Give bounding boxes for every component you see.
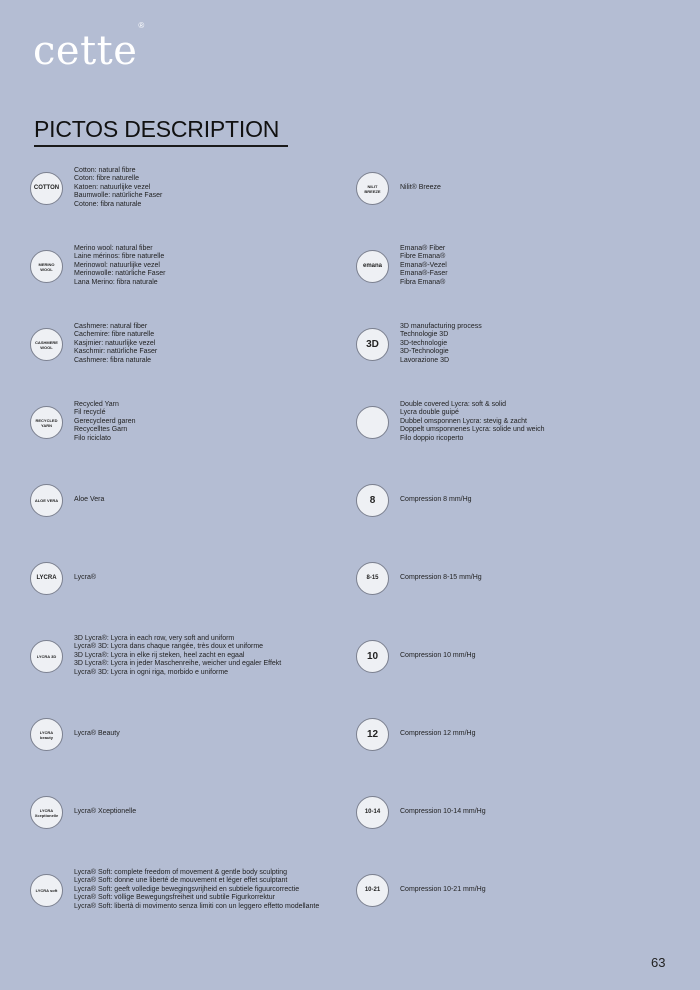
picto-badge-label: ALOE VERA xyxy=(34,498,59,503)
description-line: Lycra® 3D: Lycra dans chaque rangée, très doux et uniforme xyxy=(74,643,264,651)
picto-description xyxy=(400,808,486,817)
picto-description xyxy=(74,167,162,210)
cotton-icon xyxy=(30,172,63,205)
description-line: Recycled Yarn xyxy=(74,400,119,408)
compression-8-15-icon xyxy=(356,562,389,595)
picto-entry xyxy=(356,150,676,228)
description-line: Compression 10-14 mm/Hg xyxy=(400,807,486,815)
picto-badge-label: 8 xyxy=(369,495,376,506)
description-line: Lycra® Beauty xyxy=(74,729,120,737)
picto-badge-label: emana xyxy=(362,263,382,269)
page-number: 63 xyxy=(651,955,666,970)
picto-description xyxy=(74,401,135,444)
picto-badge-label: LYCRA 3D xyxy=(36,654,57,659)
picto-badge-label: 10 xyxy=(366,651,379,662)
picto-entry xyxy=(356,774,676,852)
emana-icon xyxy=(356,250,389,283)
picto-entry xyxy=(30,384,350,462)
picto-entry xyxy=(30,462,350,540)
picto-description xyxy=(74,496,104,505)
picto-description xyxy=(74,808,136,817)
picto-badge-label: RECYCLED YARN xyxy=(35,417,58,428)
description-line: Merinowolle: natürliche Faser xyxy=(74,270,166,278)
picto-entry xyxy=(30,540,350,618)
picto-badge-label: 10-21 xyxy=(364,887,381,893)
compression-10-14-icon xyxy=(356,796,389,829)
picto-description xyxy=(400,245,448,288)
picto-badge-label: COTTON xyxy=(33,185,60,191)
description-line: Filo doppio ricoperto xyxy=(400,434,464,442)
lycra-beauty-icon xyxy=(30,718,63,751)
description-line: Lycra double guipé xyxy=(400,409,459,417)
description-line: Baumwolle: natürliche Faser xyxy=(74,192,163,200)
picto-entry xyxy=(356,384,676,462)
description-line: Compression 8-15 mm/Hg xyxy=(400,573,482,581)
lycra-xceptionelle-icon xyxy=(30,796,63,829)
description-line: Double covered Lycra: soft & solid xyxy=(400,400,506,408)
description-line: Doppelt umsponnenes Lycra: solide und weich xyxy=(400,426,545,434)
recycled-yarn-icon xyxy=(30,406,63,439)
description-line: Lycra® Soft: völlige Bewegungsfreiheit und subtile Figurkorrektur xyxy=(74,894,275,902)
double-covered-icon xyxy=(356,406,389,439)
description-line: Emana®-Faser xyxy=(400,270,448,278)
nilit-breeze-icon xyxy=(356,172,389,205)
three-d-icon xyxy=(356,328,389,361)
description-line: 3D Lycra®: Lycra in jeder Maschenreihe, weicher und egaler Effekt xyxy=(74,660,282,668)
description-line: Lycra® 3D: Lycra in ogni riga, morbido e uniforme xyxy=(74,668,229,676)
picto-description xyxy=(400,496,472,505)
description-line: Technologie 3D xyxy=(400,331,449,339)
description-line: Gerecycleerd garen xyxy=(74,417,136,425)
description-line: Merinowol: natuurlijke vezel xyxy=(74,261,160,269)
description-line: Laine mérinos: fibre naturelle xyxy=(74,253,165,261)
description-line: Katoen: natuurlijke vezel xyxy=(74,183,151,191)
description-line: Emana®-Vezel xyxy=(400,261,447,269)
picto-badge-label: 10-14 xyxy=(364,809,381,815)
picto-entry xyxy=(356,852,676,930)
description-line: 3D Lycra®: Lycra in each row, very soft and uniform xyxy=(74,634,235,642)
picto-entry xyxy=(356,696,676,774)
description-line: Compression 10-21 mm/Hg xyxy=(400,885,486,893)
picto-description xyxy=(74,869,319,912)
picto-entry xyxy=(30,150,350,228)
compression-12-icon xyxy=(356,718,389,751)
picto-description xyxy=(400,401,545,444)
compression-10-icon xyxy=(356,640,389,673)
description-line: Lycra® Soft: complete freedom of movement & gentle body sculpting xyxy=(74,868,288,876)
picto-badge-label: NILIT BREEZE xyxy=(364,183,381,194)
description-line: Fil recyclé xyxy=(74,409,106,417)
description-line: Lavorazione 3D xyxy=(400,356,450,364)
description-line: Fibre Emana® xyxy=(400,253,446,261)
description-line: Compression 8 mm/Hg xyxy=(400,495,472,503)
description-line: Fibra Emana® xyxy=(400,278,446,286)
picto-description xyxy=(74,245,165,288)
picto-entry xyxy=(30,306,350,384)
picto-description xyxy=(400,574,482,583)
description-line: Lana Merino: fibra naturale xyxy=(74,278,158,286)
picto-description xyxy=(74,635,281,678)
description-line: Kaschmir: natürliche Faser xyxy=(74,348,158,356)
picto-description xyxy=(400,886,486,895)
picto-description xyxy=(74,574,96,583)
picto-badge-label: LYCRA Xceptionelle xyxy=(34,807,59,818)
description-line: Emana® Fiber xyxy=(400,244,446,252)
description-line: Lycra® Soft: geeft volledige bewegingsvrijheid en subtiele figuurcorrectie xyxy=(74,885,300,893)
compression-10-21-icon xyxy=(356,874,389,907)
picto-description xyxy=(400,323,482,366)
description-line: Compression 10 mm/Hg xyxy=(400,651,476,659)
picto-entry xyxy=(356,540,676,618)
description-line: Aloe Vera xyxy=(74,495,105,503)
picto-entry xyxy=(356,228,676,306)
description-line: Compression 12 mm/Hg xyxy=(400,729,476,737)
picto-badge-label: 8-15 xyxy=(366,575,379,581)
description-line: Lycra® Soft: libertà di movimento senza limiti con un leggero effetto modellante xyxy=(74,902,320,910)
picto-description xyxy=(74,323,157,366)
picto-description xyxy=(74,730,120,739)
picto-badge-label: MERINO WOOL xyxy=(38,261,55,272)
picto-badge-label: LYCRA xyxy=(36,575,57,581)
aloe-vera-icon xyxy=(30,484,63,517)
picto-entry xyxy=(356,618,676,696)
description-line: Cashmere: natural fiber xyxy=(74,322,148,330)
lycra-soft-icon xyxy=(30,874,63,907)
description-line: Filo riciclato xyxy=(74,434,111,442)
description-line: Cachemire: fibre naturelle xyxy=(74,331,155,339)
description-line: Kasjmier: natuurlijke vezel xyxy=(74,339,156,347)
picto-description xyxy=(400,184,441,193)
description-line: Nilit® Breeze xyxy=(400,183,441,191)
picto-badge-label: 3D xyxy=(366,339,379,350)
picto-badge-label: CASHMERE WOOL xyxy=(35,339,58,350)
picto-badge-label: 12 xyxy=(366,729,379,740)
description-line: Cotone: fibra naturale xyxy=(74,200,142,208)
merino-wool-icon xyxy=(30,250,63,283)
description-line: Recycelltes Garn xyxy=(74,426,128,434)
picto-description xyxy=(400,730,475,739)
picto-entry xyxy=(30,618,350,696)
lycra-icon xyxy=(30,562,63,595)
description-line: Merino wool: natural fiber xyxy=(74,244,153,252)
description-line: 3D-technologie xyxy=(400,339,448,347)
lycra-3d-icon xyxy=(30,640,63,673)
description-line: Cashmere: fibra naturale xyxy=(74,356,152,364)
picto-entry xyxy=(30,774,350,852)
description-line: Coton: fibre naturelle xyxy=(74,175,139,183)
description-line: Dubbel omsponnen Lycra: stevig & zacht xyxy=(400,417,527,425)
description-line: Cotton: natural fibre xyxy=(74,166,136,174)
cashmere-wool-icon xyxy=(30,328,63,361)
brand-logo: cette® xyxy=(33,20,145,74)
description-line: Lycra® Soft: donne une liberté de mouvement et léger effet sculptant xyxy=(74,877,288,885)
description-line: Lycra® Xceptionelle xyxy=(74,807,137,815)
description-line: 3D manufacturing process xyxy=(400,322,482,330)
description-line: 3D-Technologie xyxy=(400,348,449,356)
picto-entry xyxy=(30,852,350,930)
picto-badge-label: LYCRA soft xyxy=(35,888,58,893)
picto-entry xyxy=(30,228,350,306)
description-line: 3D Lycra®: Lycra in elke rij steken, heel zacht en egaal xyxy=(74,651,245,659)
picto-entry xyxy=(356,306,676,384)
picto-badge-label: LYCRA beauty xyxy=(39,729,54,740)
picto-description xyxy=(400,652,475,661)
picto-entry xyxy=(30,696,350,774)
description-line: Lycra® xyxy=(74,573,97,581)
picto-entry xyxy=(356,462,676,540)
compression-8-icon xyxy=(356,484,389,517)
page-title: PICTOS DESCRIPTION xyxy=(34,116,288,147)
